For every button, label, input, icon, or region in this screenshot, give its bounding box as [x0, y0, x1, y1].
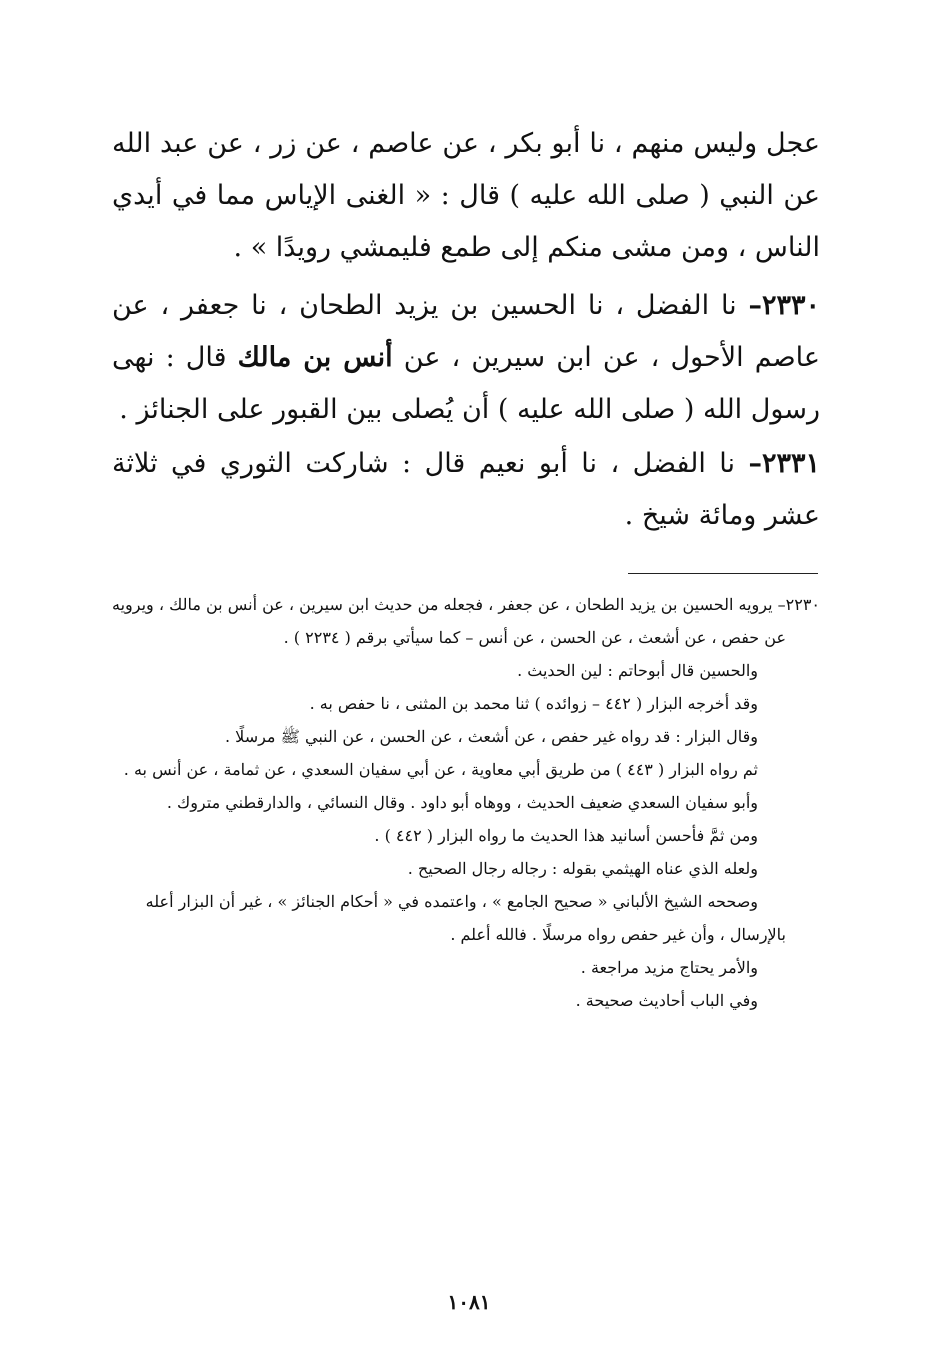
- footnote-text: ٢٢٣٠– يرويه الحسين بن يزيد الطحان ، عن جعفر ، فجعله من حديث ابن سيرين ، عن أنس بن مالك ، ويرويه عن حفص ، عن أشعث ، عن الحسن ، عن أنس – كما سيأتي برقم ( ٢٢٣٤ ) .: [112, 595, 820, 647]
- footnote-text: وأبو سفيان السعدي ضعيف الحديث ، ووهاه أبو داود . وقال النسائي ، والدارقطني متروك .: [166, 793, 758, 812]
- hadith-text: نا الفضل ، نا أبو نعيم قال : شاركت الثوري في ثلاثة عشر ومائة شيخ .: [112, 448, 820, 531]
- footnote-text: ومن ثمَّ فأحسن أسانيد هذا الحديث ما رواه البزار ( ٤٤٢ ) .: [374, 826, 758, 845]
- footnote-text: وفي الباب أحاديث صحيحة .: [575, 991, 758, 1010]
- hadith-text-continuation: [112, 118, 820, 274]
- paragraph-text: عجل وليس منهم ، نا أبو بكر ، عن عاصم ، عن زر ، عن عبد الله عن النبي ( صلى الله عليه ) قال : « الغنى الإياس مما في أيدي الناس ، ومن مشى منكم إلى طمع فليمشي رويدًا » .: [112, 128, 820, 263]
- footnote-text: ولعله الذي عناه الهيثمي بقوله : رجاله رجال الصحيح .: [407, 859, 758, 878]
- narrator-name: أنس بن مالك: [237, 342, 393, 373]
- footnote-divider: [628, 573, 818, 574]
- hadith-2331: [112, 438, 820, 542]
- hadith-text: نا الفضل ، نا الحسين بن يزيد الطحان ، نا جعفر ، عن عاصم الأحول ، عن ابن سيرين ، عن: [112, 290, 820, 373]
- footnotes: [104, 588, 820, 1017]
- footnote-text: وصححه الشيخ الألباني « صحيح الجامع » ، واعتمده في « أحكام الجنائز » ، غير أن البزار أعله بالإرسال ، وأن غير حفص رواه مرسلًا . فالله أعلم .: [145, 892, 786, 944]
- footnote-text: وقال البزار : قد رواه غير حفص ، عن أشعث ، عن الحسن ، عن النبي ﷺ مرسلًا .: [224, 727, 758, 746]
- footnote-text: ثم رواه البزار ( ٤٤٣ ) من طريق أبي معاوية ، عن أبي سفيان السعدي ، عن ثمامة ، عن أنس به .: [123, 760, 758, 779]
- hadith-number: ٢٣٣١–: [748, 448, 820, 479]
- footnote-text: وقد أخرجه البزار ( ٤٤٢ – زوائده ) ثنا محمد بن المثنى ، نا حفص به .: [309, 694, 758, 713]
- footnote-text: والأمر يحتاج مزيد مراجعة .: [580, 958, 758, 977]
- hadith-number: ٢٣٣٠–: [748, 290, 820, 321]
- hadith-2330: [112, 280, 820, 436]
- footnote-text: والحسين قال أبوحاتم : لين الحديث .: [517, 661, 758, 680]
- hadith-text-end: قال : نهى رسول الله ( صلى الله عليه ) أن يُصلى بين القبور على الجنائز .: [112, 342, 820, 425]
- page-number: ١٠٨١: [447, 1290, 491, 1314]
